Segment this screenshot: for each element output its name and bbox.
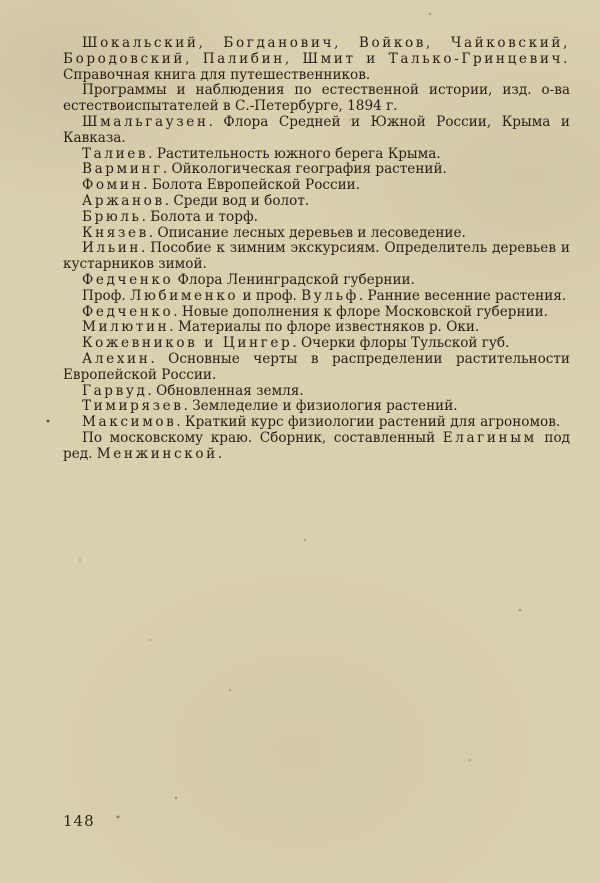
entry-text: . Описание лесных деревьев и лесоведение. [148, 224, 466, 241]
author-name: Менжинской [96, 445, 218, 462]
entry-text: По московскому краю. Сборник, составленный [82, 429, 443, 446]
author-name: Алехин [82, 350, 151, 367]
bibliography-entry [63, 384, 570, 400]
bibliography-entry [63, 241, 570, 273]
entry-text: . Ранние весенние растения. [358, 287, 567, 304]
entry-text: . Среди вод и болот. [164, 192, 310, 209]
author-name: Князев [82, 224, 149, 241]
author-name: Милютин [82, 319, 170, 336]
author-name: Аржанов [82, 192, 165, 209]
bibliography-entry [63, 36, 570, 83]
bibliography-entry [63, 194, 570, 210]
bibliography-entry [63, 147, 570, 163]
entry-text: Программы и наблюдения по естественной истории, изд. о-ва естествоиспытателей в С.-Петербурге, 1894 г. [63, 82, 570, 115]
author-name: Кожевников и Цингер [82, 335, 293, 352]
author-name: Елагиным [442, 429, 537, 446]
author-name: Федченко [82, 271, 174, 288]
author-name: Максимов [82, 414, 177, 431]
author-name: Федченко [82, 303, 174, 320]
author-name: Тимирязев [82, 398, 184, 415]
entry-text: . Земледелие и физиология растений. [183, 398, 458, 415]
author-name: Вульф [301, 287, 359, 304]
bibliography-entry [63, 289, 570, 305]
bibliography-entry [63, 210, 570, 226]
entry-text: . Материалы по флоре известняков р. Оки. [169, 319, 480, 336]
bibliography-entry [63, 431, 570, 463]
author-name: Фомин [82, 177, 144, 194]
entry-text: . [217, 445, 223, 462]
bibliography-entry [63, 162, 570, 178]
entry-text: . Флора Средней и Южной России, Крыма и Кавказа. [63, 113, 570, 146]
entry-text: Справочная книга для путешественников. [63, 66, 371, 83]
bibliography-entry [63, 352, 570, 384]
bibliography-entry [63, 226, 570, 242]
author-name: Брюль [82, 208, 142, 225]
author-name: Талиев [82, 145, 149, 162]
entry-text: под ред. [63, 429, 570, 462]
bibliography-entry [63, 415, 570, 431]
entry-text: Флора Ленинградской губернии. [173, 271, 415, 288]
entry-text: . Краткий курс физиологии растений для агрономов. [176, 414, 561, 431]
bibliography-entry [63, 83, 570, 115]
entry-text: . Болота и торф. [141, 208, 258, 225]
bibliography-entry [63, 115, 570, 147]
entry-text: . Пособие к зимним экскурсиям. Определитель деревьев и кустарников зимой. [63, 240, 570, 273]
author-name: Любименко [130, 287, 239, 304]
bibliography-entry [63, 320, 570, 336]
entry-text: и проф. [238, 287, 302, 304]
author-name: Шокальский, Богданович, Войков, Чайковский, Бородовский, Палибин, Шмит и Талько-Гринцевич. [63, 35, 570, 67]
bibliography-entry [63, 305, 570, 321]
entry-text: . Новые дополнения к флоре Московской губернии. [173, 303, 548, 320]
bibliography-entry [63, 336, 570, 352]
entry-text: . Основные черты в распределении растительности Европейской России. [63, 350, 570, 383]
bibliography-entry [63, 273, 570, 289]
author-name: Варминг [82, 161, 163, 178]
author-name: Ильин [82, 240, 142, 257]
entry-text: Проф. [82, 287, 131, 304]
entry-text: . Обновленная земля. [147, 382, 304, 399]
bibliography-entry [63, 399, 570, 415]
page-number: 148 [63, 812, 95, 830]
entry-text: . Ойкологическая география растений. [162, 161, 447, 178]
author-name: Гарвуд [82, 382, 148, 399]
author-name: Шмальгаузен [82, 113, 209, 130]
entry-text: . Очерки флоры Тульской губ. [292, 335, 510, 352]
entry-text: . Растительность южного берега Крыма. [148, 145, 441, 162]
bibliography-entry [63, 178, 570, 194]
text-block [63, 36, 570, 463]
entry-text: . Болота Европейской России. [143, 177, 361, 194]
